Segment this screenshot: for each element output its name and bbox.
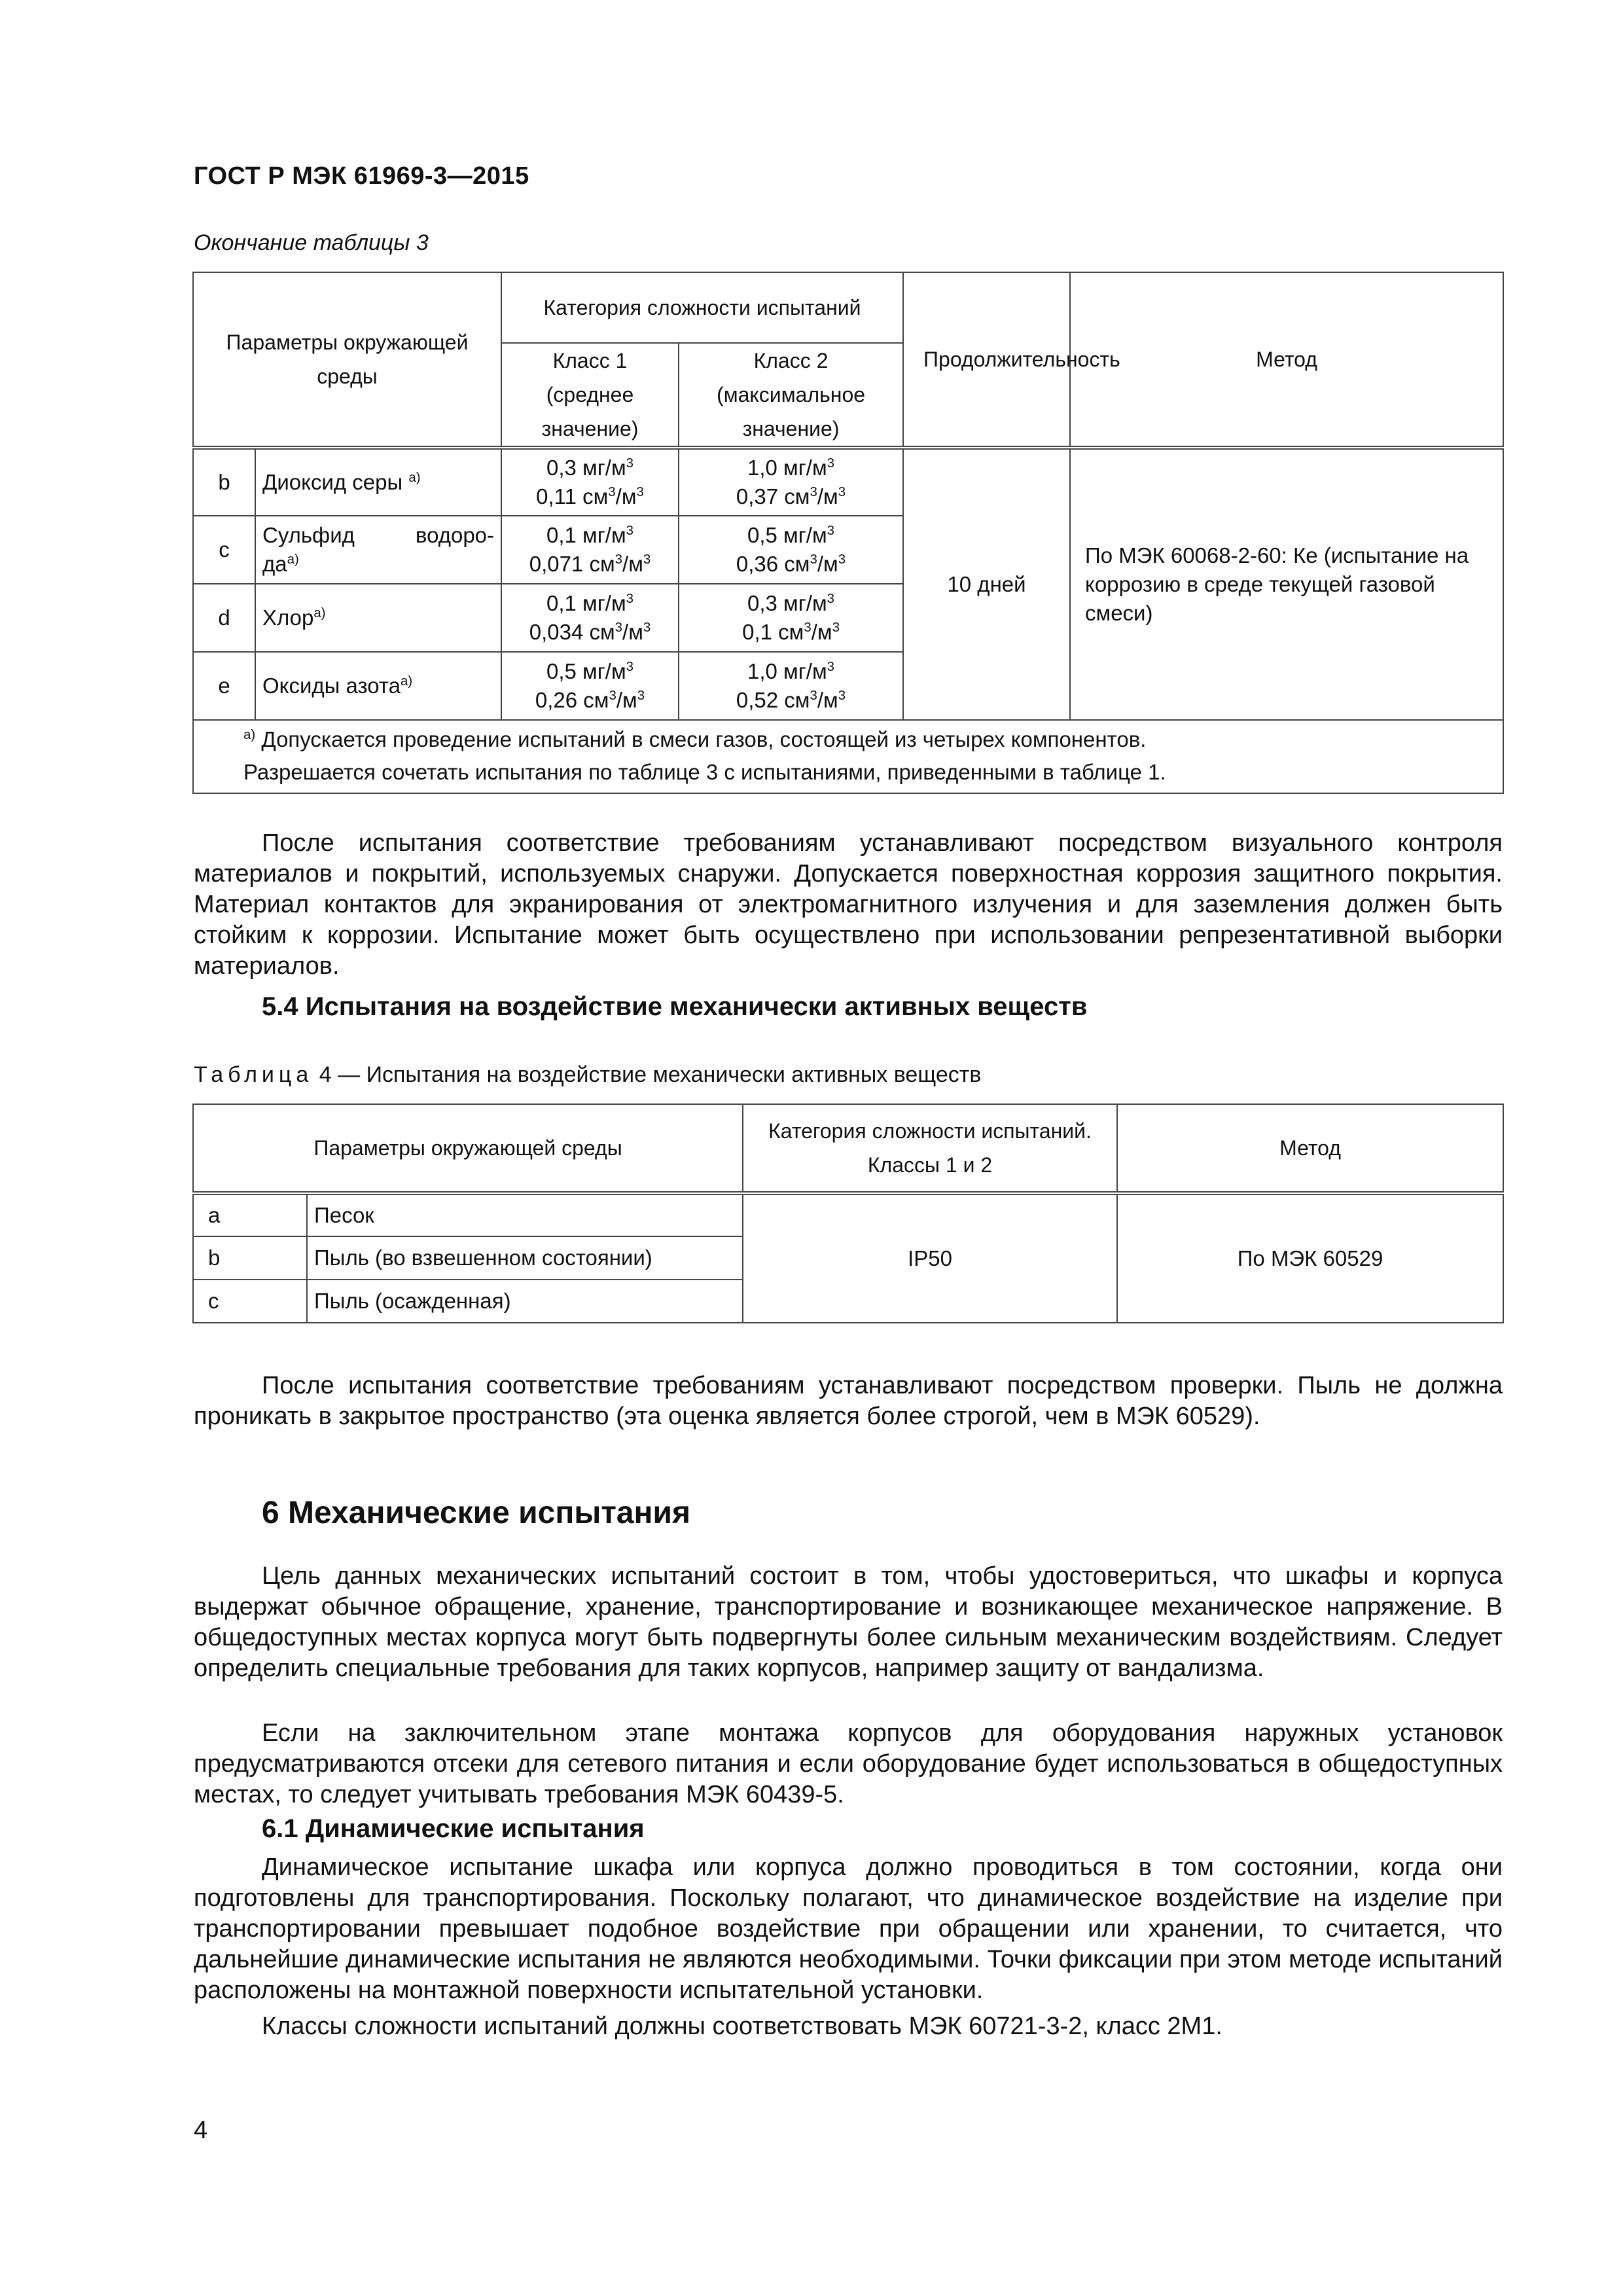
row-parameter: Пыль (осажденная) [307,1280,743,1323]
method-value: По МЭК 60529 [1117,1193,1503,1323]
document-header: ГОСТ Р МЭК 61969-3—2015 [194,162,529,190]
section-5-4-heading: 5.4 Испытания на воздействие механически активных веществ [262,992,1088,1021]
header-category: Категория сложности испытаний. Классы 1 и 2 [743,1104,1117,1193]
row-class2-value: 0,5 $мг/м^3$ 0,36 $см^3/м^3$ [679,516,903,584]
paragraph-severity-classes: Классы сложности испытаний должны соответствовать МЭК 60721-3-2, класс 2М1. [262,2013,1222,2040]
header-params: Параметры окружающей среды [193,272,501,448]
row-class1-value: 0,5 $мг/м^3$ 0,26 $см^3/м^3$ [501,652,679,720]
row-code: d [193,584,255,652]
paragraph-mechanical-purpose: Цель данных механических испытаний состоит в том, чтобы удостовериться, что шкафы и корпуса выдержат обычное обращение, хранение, транспортирование и возникающее механическое напряжение. В общедоступных местах корпуса могут быть подвергнуты более сильным механическим воздействиям. Следует определить специальные требования для таких корпусов, например защиту от вандализма. [194,1562,1503,1682]
table3-caption: Окончание таблицы 3 [194,230,429,255]
header-method: Метод [1070,272,1503,448]
row-parameter: Хлор$^{а)}$ [255,584,501,652]
row-code: с [193,516,255,584]
row-parameter: Пыль (во взвешенном состоянии) [307,1236,743,1280]
header-duration: Продолжительность [903,272,1070,448]
table4-caption: Таблица 4 — Испытания на воздействие механически активных веществ [194,1062,982,1087]
row-parameter: Оксиды азота$^{а)}$ [255,652,501,720]
table3-footnote: $^{а)}$ Допускается проведение испытаний в смеси газов, состоящей из четырех компонентов. Разрешается сочетать испытания по таблице 3 с испытаниями, приведенными в таблице 1. [193,720,1503,793]
paragraph-dynamic-tests: Динамическое испытание шкафа или корпуса должно проводиться в том состоянии, когда они подготовлены для транспортирования. Поскольку полагают, что динамическое воздействие на изделие при транспортировании превышает подобное воздействие при обращении или хранении, то считается, что дальнейшие динамические испытания не являются необходимыми. Точки фиксации при этом методе испытаний расположены на монтажной поверхности испытательной установки. [194,1854,1503,2004]
table-4 [192,1103,1504,1323]
header-class1: Класс 1 (среднее значение) [501,343,679,448]
row-code: b [193,1236,307,1280]
header-params: Параметры окружающей среды [193,1104,743,1193]
row-class1-value: 0,1 $мг/м^3$ 0,071 $см^3/м^3$ [501,516,679,584]
section-6-1-heading: 6.1 Динамические испытания [262,1814,645,1843]
paragraph-power-compartments: Если на заключительном этапе монтажа корпусов для оборудования наружных установок предусматриваются отсеки для сетевого питания и если оборудование будет использоваться в общедоступных местах, то следует учитывать требования МЭК 60439-5. [194,1719,1503,1808]
row-class2-value: 0,3 $мг/м^3$ 0,1 $см^3/м^3$ [679,584,903,652]
category-value: IP50 [743,1193,1117,1323]
header-category: Категория сложности испытаний [501,272,903,343]
row-class2-value: 1,0 $мг/м^3$ 0,37 $см^3/м^3$ [679,448,903,516]
row-code: с [193,1280,307,1323]
header-method: Метод [1117,1104,1503,1193]
method-value: По МЭК 60068-2-60: Ке (испытание на коррозию в среде текущей газовой смеси) [1070,448,1503,720]
row-code: b [193,448,255,516]
row-code: е [193,652,255,720]
table-row [193,448,1503,516]
page-number: 4 [194,2117,208,2144]
row-parameter: Сульфид водоро- $да^{а)}$ [255,516,501,584]
row-code: а [193,1193,307,1236]
row-class2-value: 1,0 $мг/м^3$ 0,52 $см^3/м^3$ [679,652,903,720]
row-parameter: Песок [307,1193,743,1236]
header-class2: Класс 2 (максимальное значение) [679,343,903,448]
paragraph-corrosion: После испытания соответствие требованиям устанавливают посредством визуального контроля материалов и покрытий, используемых снаружи. Допускается поверхностная коррозия защитного покрытия. Материал контактов для экранирования от электромагнитного излучения и для заземления должен быть стойким к коррозии. Испытание может быть осуществлено при использовании репрезентативной выборки материалов. [194,829,1503,980]
paragraph-dust: После испытания соответствие требованиям устанавливают посредством проверки. Пыль не должна проникать в закрытое пространство (эта оценка является более строгой, чем в МЭК 60529). [194,1372,1503,1430]
row-class1-value: 0,1 $мг/м^3$ 0,034 $см^3/м^3$ [501,584,679,652]
duration-value: 10 дней [903,448,1070,720]
row-class1-value: 0,3 $мг/м^3$ 0,11 $см^3/м^3$ [501,448,679,516]
section-6-heading: 6 Механические испытания [262,1496,691,1530]
row-parameter: Диоксид серы $^{а)}$ [255,448,501,516]
table-row [193,1193,1503,1236]
table-3 [192,272,1504,794]
